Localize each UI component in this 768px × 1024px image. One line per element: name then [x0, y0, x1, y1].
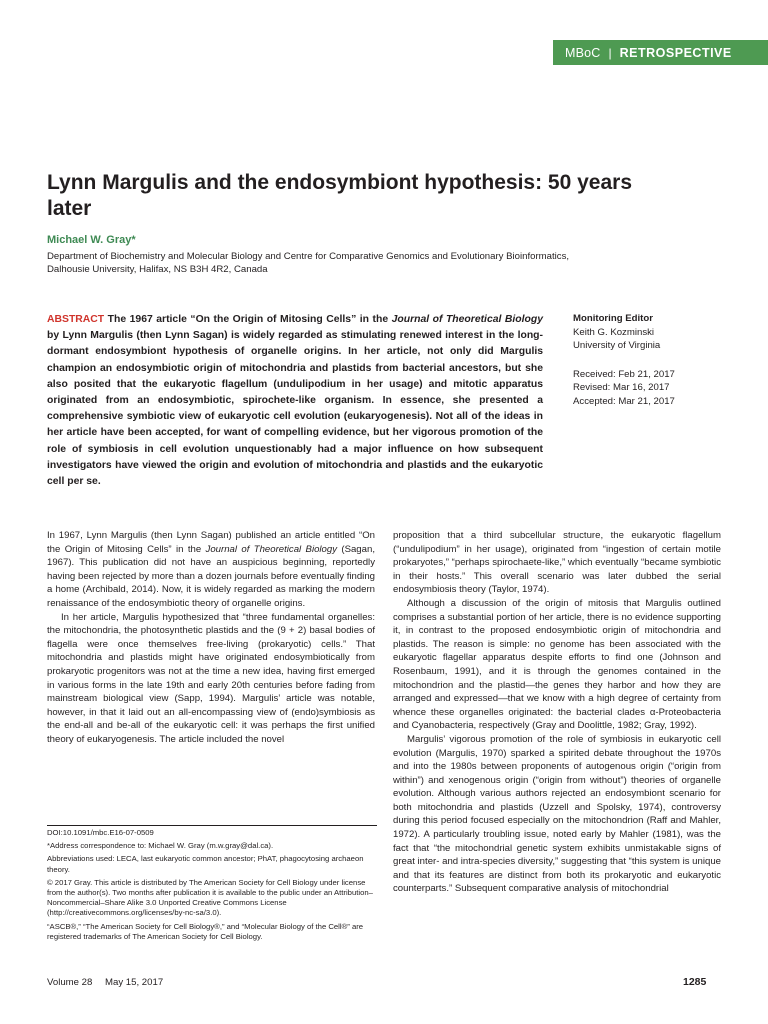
abbreviations-note: Abbreviations used: LECA, last eukaryotic common ancestor; PhAT, phagocytosing archaeon theory. [47, 854, 364, 874]
volume-number: Volume 28 [47, 977, 93, 988]
journal-name: Journal of Theoretical Biology [205, 543, 338, 555]
abstract [47, 312, 543, 490]
journal-logo: MBoC [565, 45, 601, 60]
body-column-right [393, 529, 721, 896]
editor-name: Keith G. Kozminski [573, 326, 655, 338]
correspondence-note: *Address correspondence to: Michael W. Gray (m.w.gray@dal.ca). [47, 841, 274, 851]
author-name: Michael W. Gray* [47, 234, 136, 246]
author-affiliation: Department of Biochemistry and Molecular Biology and Centre for Comparative Genomics and Evolutionary Bioinformatics, Dalhousie University, Halifax, NS B3H 4R2, Canada [47, 251, 570, 276]
body-paragraph [47, 529, 375, 611]
abstract-journal-name: Journal of Theoretical Biology [391, 314, 543, 325]
body-column-left [47, 529, 375, 747]
banner-separator: | [608, 45, 612, 60]
editor-institution: University of Virginia [573, 340, 661, 351]
section-banner [553, 40, 768, 65]
copyright-note: © 2017 Gray. This article is distributed by The American Society for Cell Biology under license from the author(s). Two months after publication it is available to the public under an Attribution–Noncommercial–Share Alike 3.0 Unported Creative Commons License (http://creativecommons.org/licenses/by-nc-sa/3.0). [47, 877, 373, 918]
issue-date: May 15, 2017 [105, 977, 164, 988]
abstract-text-cont: by Lynn Margulis (then Lynn Sagan) is widely regarded as stimulating renewed interest in the long-dormant endosymbiont hypothesis of organelle origins. In her article, not only did Margulis champion an endosymbiotic origin of mitochondria and plastids from bacterial ancestors, but she also posited that the eukaryotic flagellum (undulipodium in her usage) and mitotic apparatus originated from an endosymbiotic, spirochete-like organism. In essence, she presented a comprehensive symbiotic view of eukaryotic cell evolution (eukaryogenesis). Not all of the ideas in her article have been accepted, for want of compelling evidence, but her vigorous promotion of the role of symbiosis in cell evolution unquestionably had a major influence on how subsequent investigators have viewed the origin and evolution of mitochondria and plastids and the eukaryotic cell per se. [47, 330, 543, 488]
body-text: (Sagan, 1967). This publication did not have an auspicious beginning, reportedly having been rejected by more than a dozen journals before eventually finding a home (Archibald, 2014). Now, it is widely regarded as marking the modern renaissance of the endosymbiotic theory of organelle origins. [47, 543, 375, 609]
doi: DOI:10.1091/mbc.E16-07-0509 [47, 828, 154, 837]
article-title: Lynn Margulis and the endosymbiont hypothesis: 50 years later [47, 171, 633, 220]
trademark-note: “ASCB®,” “The American Society for Cell Biology®,” and “Molecular Biology of the Cell®” are registered trademarks of The American Society for Cell Biology. [47, 921, 364, 941]
revised-date: Revised: Mar 16, 2017 [573, 382, 670, 393]
accepted-date: Accepted: Mar 21, 2017 [573, 395, 675, 407]
body-paragraph: Margulis’ vigorous promotion of the role of symbiosis in eukaryotic cell evolution (Margulis, 1970) sparked a spirited debate throughout the 1970s and into the 1980s between proponents of autogenous origin (“origin from within”) and xenogenous origin (“origin from without”) theories of organelle evolution. Although various authors rejected an endosymbiont scenario for both mitochondria and plastids (Uzzell and Spolsky, 1974), controversy during this period focused especially on the mitochondrion (Raff and Mahler, 1972). A particularly troubling issue, noted early by Mahler (1981), was the fact that “the mitochondrial genetic system exhibits unmistakable signs of great inter- and intra-species diversity,” suggesting that “this system is unique and that its features are distinct from both its prokaryotic and eukaryotic counterparts.” Subsequent comparative analysis of mitochondrial [393, 733, 721, 895]
section-label: RETROSPECTIVE [619, 45, 732, 60]
page-footer [47, 977, 173, 988]
body-paragraph: Although a discussion of the origin of mitosis that Margulis outlined comprises a substantial portion of her article, there is no evidence supporting it, in contrast to the proposed endosymbiotic origin of mitochondria and plastids. The reason is simple: no genome has been associated with the eukaryotic flagellar apparatus despite efforts to find one (Johnson and Rosenbaum, 1991), and it is through the genomes contained in the mitochondrion and the plastid—the genes they harbor and how they are arranged and expressed—that we know with a high degree of certainty from whence these organelles originated: the bacterial clades α-Proteobacteria and Cyanobacteria, respectively (Gray and Doolittle, 1982; Gray, 1992). [393, 597, 721, 732]
body-text: In 1967, Lynn Margulis (then Lynn Sagan) published an article entitled “On the Origin of Mitosing Cells” in the [47, 530, 375, 555]
abstract-label: ABSTRACT [47, 314, 105, 325]
abstract-text: The 1967 article “On the Origin of Mitosing Cells” in the [104, 314, 392, 325]
body-paragraph: proposition that a third subcellular structure, the eukaryotic flagellum (“undulipodium” in her usage), originated from “ingestion of certain motile prokaryotes,” “perhaps spirochaete-like,” which eventually “became symbiotic in their hosts.” This overall scenario was later dubbed the serial endosymbiosis theory (Taylor, 1974). [393, 530, 721, 596]
editor-sidebar [573, 312, 733, 408]
footnotes [47, 825, 377, 945]
monitoring-editor-label: Monitoring Editor [573, 313, 653, 324]
page-number: 1285 [683, 976, 707, 988]
received-date: Received: Feb 21, 2017 [573, 368, 675, 380]
body-paragraph: In her article, Margulis hypothesized that “three fundamental organelles: the mitochondria, the photosynthetic plastids and the (9 + 2) basal bodies of flagella were once themselves free-living (prokaryotic) cells.” That mitochondria and plastids might have originated endosymbiotically from prokaryotic progenitors was not at the time a new idea, having first emerged in various forms in the late 19th and early 20th centuries before fading from mainstream biological view (Sapp, 1994). Margulis’ article was notable, however, in that it laid out an all-encompassing view of (endo)symbiosis as the end-all and be-all of the eukaryotic cell: it was perhaps the first unified theory of eukaryogenesis. The article included the novel [47, 611, 375, 745]
